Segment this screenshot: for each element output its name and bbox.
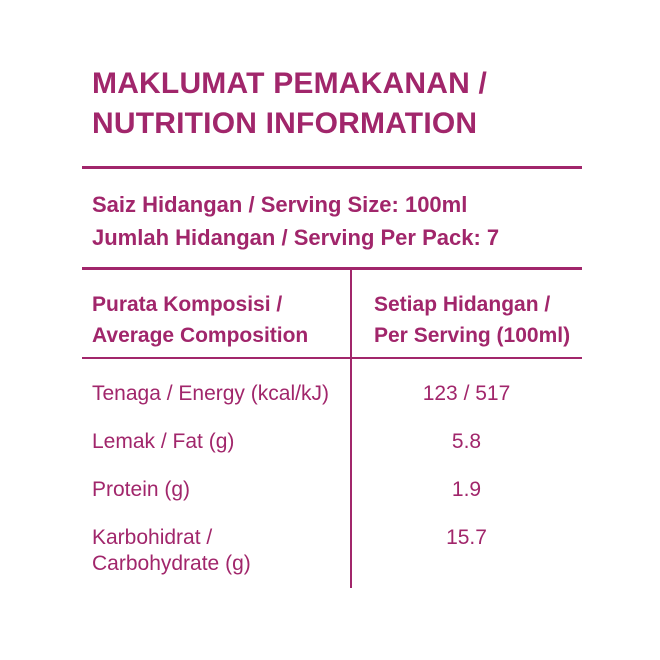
column-header-per-serving-line1: Setiap Hidangan / [374,293,551,316]
table-row-fat [82,418,582,466]
row-value-carbohydrate: 15.7 [446,526,487,549]
serving-size-text: Saiz Hidangan / Serving Size: 100ml [92,192,468,217]
row-label-energy: Tenaga / Energy (kcal/kJ) [92,382,329,405]
row-label-protein: Protein (g) [92,478,191,501]
column-header-per-serving-line2: Per Serving (100ml) [374,324,571,347]
serving-info [92,188,582,254]
column-header-composition-line1: Purata Komposisi / [92,293,283,316]
row-label-carbohydrate: Karbohidrat / Carbohydrate (g) [92,526,251,575]
table-row-carbohydrate [82,514,582,588]
serving-per-pack-text: Jumlah Hidangan / Serving Per Pack: 7 [92,225,500,250]
row-value-energy: 123 / 517 [422,382,511,405]
row-label-fat: Lemak / Fat (g) [92,430,235,453]
title-line-2: NUTRITION INFORMATION [92,107,478,140]
table-row-energy [82,359,582,418]
column-header-per-serving [351,270,582,357]
column-header-composition-line2: Average Composition [92,324,309,347]
column-divider [350,270,352,588]
page-title [92,64,582,144]
title-line-1: MAKLUMAT PEMAKANAN / [92,67,488,100]
table-row-protein [82,466,582,514]
row-value-protein: 1.9 [451,478,482,501]
column-header-composition [82,270,351,357]
title-divider [82,166,582,169]
table-header-row [82,270,582,357]
label-content [82,0,582,588]
row-value-fat: 5.8 [451,430,482,453]
nutrition-table [82,267,582,588]
